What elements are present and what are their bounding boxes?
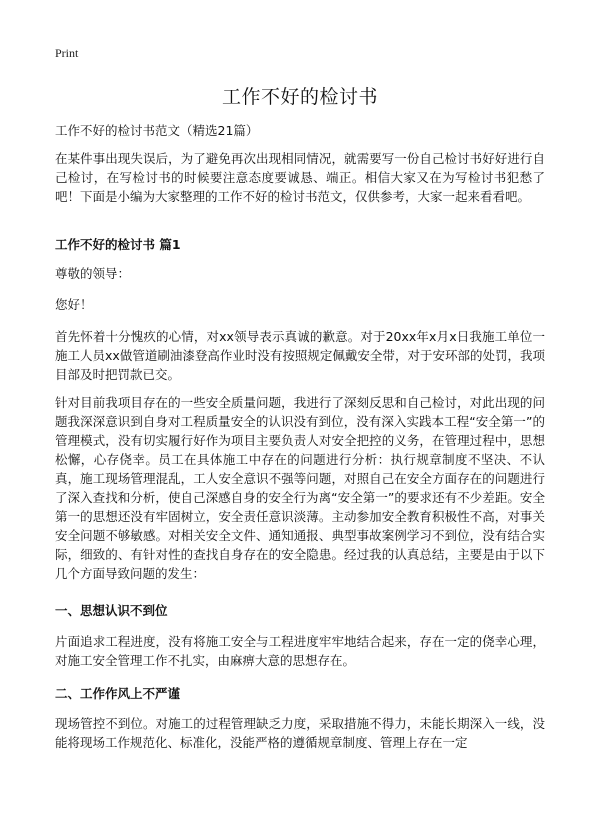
intro-paragraph: 在某件事出现失误后，为了避免再次出现相同情况，就需要写一份自己检讨书好好进行自己检讨，在写检讨书的时候要注意态度要诚恳、端正。相信大家又在为写检讨书犯愁了吧！下面是小编为大家整理的工作不好的检讨书范文，仅供参考，大家一起来看看吧。 bbox=[55, 151, 545, 204]
paragraph-thinking: 片面追求工程进度，没有将施工安全与工程进度牢牢地结合起来，存在一定的侥幸心理，对施工安全管理工作不扎实，由麻痹大意的思想存在。 bbox=[55, 634, 545, 668]
document-subtitle: 工作不好的检讨书范文（精选21篇） bbox=[55, 123, 259, 138]
print-link[interactable]: Print bbox=[55, 46, 79, 60]
salutation: 尊敬的领导： bbox=[55, 266, 131, 281]
paragraph-apology: 首先怀着十分愧疚的心情，对xx领导表示真诚的歉意。对于20xx年x月x日我施工单位一施工人员xx做管道刷油漆登高作业时没有按照规定佩戴安全带，对于安环部的处罚，我项目部及时把罚款已交。 bbox=[55, 329, 545, 382]
heading-thinking: 一、思想认识不到位 bbox=[55, 603, 168, 618]
paragraph-reflection: 针对目前我项目存在的一些安全质量问题，我进行了深刻反思和自己检讨，对此出现的问题我深深意识到自身对工程质量安全的认识没有到位，没有深入实践本工程“安全第一”的管理模式，没有切实履行好作为项目主要负责人对安全把控的义务，在管理过程中，思想松懈，心存侥幸。员工在具体施工中存在的问题进行分析：执行规章制度不坚决、不认真，施工现场管理混乱，工人安全意识不强等问题，对照自己在安全方面存在的问题进行了深入查找和分析，使自己深感自身的安全行为离“安全第一”的要求还有不少差距。安全第一的思想还没有牢固树立，安全责任意识淡薄。主动参加安全教育积极性不高，对事关安全问题不够敏感。对相关安全文件、通知通报、典型事故案例学习不到位，没有结合实际，细致的、有针对性的查找自身存在的安全隐患。经过我的认真总结，主要是由于以下几个方面导致问题的发生： bbox=[55, 395, 545, 581]
document-title: 工作不好的检讨书 bbox=[221, 86, 378, 108]
section-heading: 工作不好的检讨书 篇1 bbox=[55, 237, 181, 252]
greeting: 您好！ bbox=[55, 297, 93, 312]
heading-work-style: 二、工作作风上不严谨 bbox=[55, 686, 181, 701]
paragraph-work-style: 现场管控不到位。对施工的过程管理缺乏力度，采取措施不得力，未能长期深入一线，没能将现场工作规范化、标准化，没能严格的遵循规章制度、管理上存在一定 bbox=[55, 716, 545, 750]
